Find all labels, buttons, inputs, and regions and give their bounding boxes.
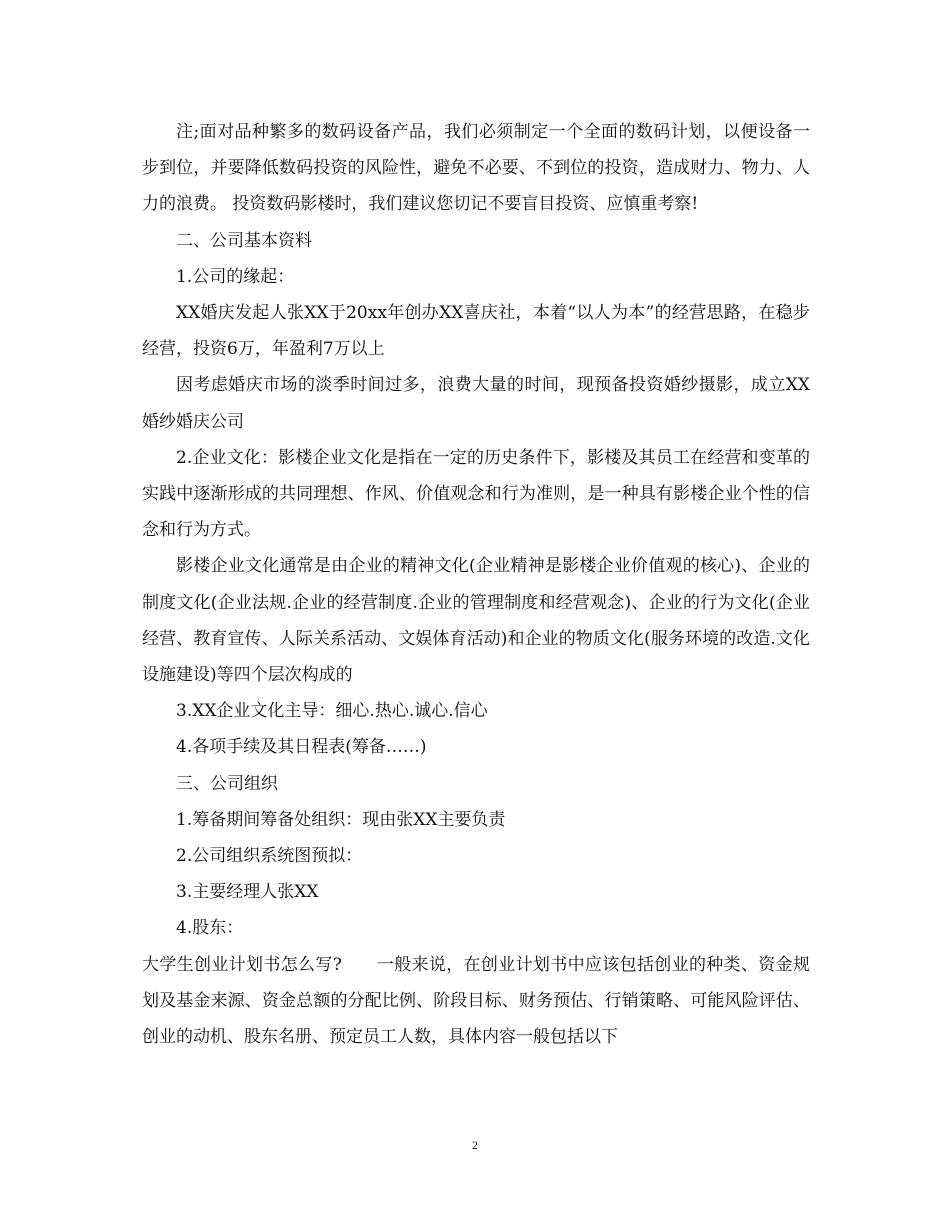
list-item: 4.股东： <box>176 918 244 939</box>
list-item: 3.XX企业文化主导：细心.热心.诚心.信心 <box>176 701 488 722</box>
paragraph: XX婚庆发起人张XX于20xx年创办XX喜庆社，本着“以人为本”的经营思路，在稳步经营，投资6万，年盈利7万以上 <box>142 303 810 360</box>
paragraph: 大学生创业计划书怎么写? 一般来说，在创业计划书中应该包括创业的种类、资金规划及基金来源、资金总额的分配比例、阶段目标、财务预估、行销策略、可能风险评估、创业的动机、股东名册、预定员工人数，具体内容一般包括以下 <box>142 954 810 1048</box>
list-item: 3.主要经理人张XX <box>176 882 319 903</box>
paragraph: 因考虑婚庆市场的淡季时间过多，浪费大量的时间，现预备投资婚纱摄影，成立XX婚纱婚庆公司 <box>142 375 810 432</box>
section-heading: 二、公司基本资料 <box>176 230 312 251</box>
list-item: 1.筹备期间筹备处组织：现由张XX主要负责 <box>176 809 506 830</box>
paragraph: 注;面对品种繁多的数码设备产品，我们必须制定一个全面的数码计划，以便设备一步到位，并要降低数码投资的风险性，避免不必要、不到位的投资，造成财力、物力、人力的浪费。 投资数码影楼时，我们建议您切记不要盲目投资、应慎重考察! <box>142 122 810 215</box>
section-heading: 三、公司组织 <box>176 773 278 794</box>
list-item: 2.公司组织系统图预拟： <box>176 846 363 867</box>
paragraph: 影楼企业文化通常是由企业的精神文化(企业精神是影楼企业价值观的核心)、企业的制度文化(企业法规.企业的经营制度.企业的管理制度和经营观念)、企业的行为文化(企业经营、教育宣传、人际关系活动、文娱体育活动)和企业的物质文化(服务环境的改造.文化设施建设)等四个层次构成的 <box>142 556 810 686</box>
list-item: 4.各项手续及其日程表(筹备……) <box>176 737 427 758</box>
subheading: 1.公司的缘起： <box>176 266 295 287</box>
page-number: 2 <box>472 1138 478 1152</box>
paragraph: 2.企业文化：影楼企业文化是指在一定的历史条件下，影楼及其员工在经营和变革的实践中逐渐形成的共同理想、作风、价值观念和行为准则，是一种具有影楼企业个性的信念和行为方式。 <box>142 447 810 541</box>
document-body <box>142 114 810 1055</box>
